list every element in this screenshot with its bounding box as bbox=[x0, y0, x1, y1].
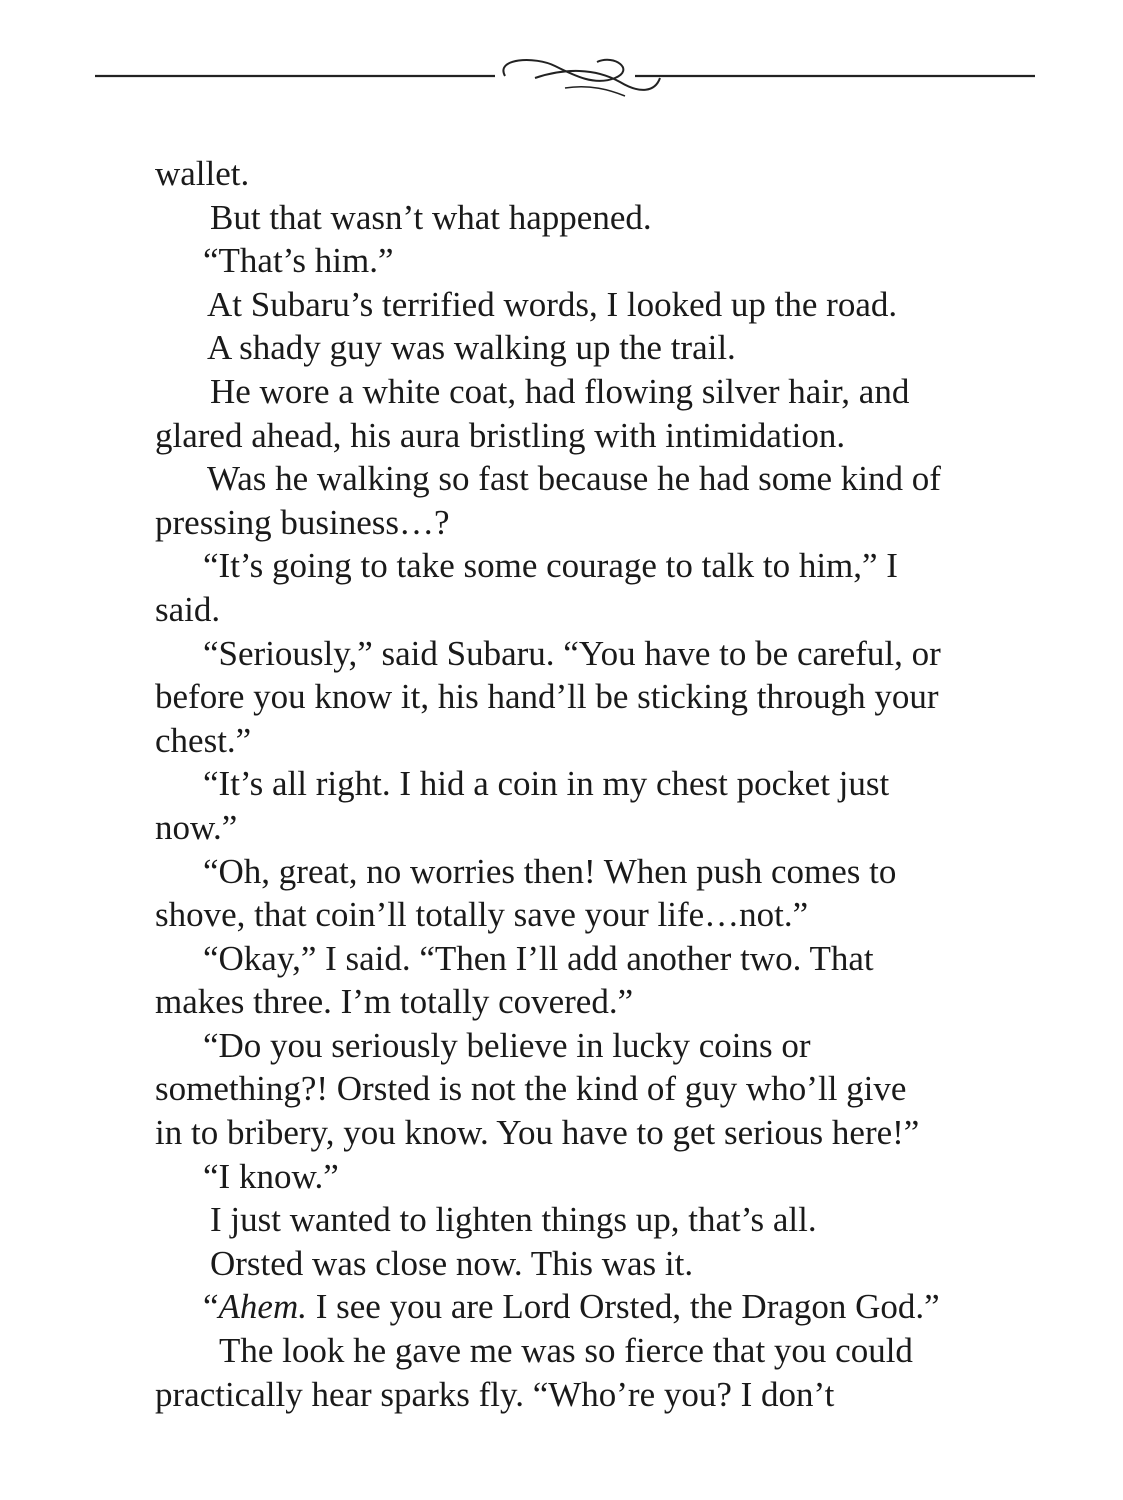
text-line: practically hear sparks fly. “Who’re you? I don’t bbox=[155, 1374, 835, 1414]
text-line: makes three. I’m totally covered.” bbox=[155, 982, 634, 1022]
text-line: “Do you seriously believe in lucky coins or bbox=[203, 1025, 811, 1065]
text-line: A shady guy was walking up the trail. bbox=[207, 328, 736, 368]
book-page-text bbox=[155, 152, 1005, 1416]
text-line: I just wanted to lighten things up, that’s all. bbox=[210, 1200, 817, 1240]
text-line: The look he gave me was so fierce that you could bbox=[219, 1331, 913, 1371]
text-line: “Oh, great, no worries then! When push comes to bbox=[203, 851, 897, 891]
text-fragment: I see you are Lord Orsted, the Dragon God.” bbox=[307, 1287, 940, 1327]
text-line: in to bribery, you know. You have to get serious here!” bbox=[155, 1113, 920, 1153]
text-line: “I know.” bbox=[203, 1156, 339, 1196]
text-line: “It’s going to take some courage to talk to him,” I bbox=[203, 546, 898, 586]
text-line: “Okay,” I said. “Then I’ll add another two. That bbox=[203, 938, 874, 978]
text-line: shove, that coin’ll totally save your life…not.” bbox=[155, 895, 809, 935]
text-line: something?! Orsted is not the kind of guy who’ll give bbox=[155, 1069, 907, 1109]
text-fragment: “ bbox=[203, 1287, 219, 1327]
text-line: “It’s all right. I hid a coin in my chest pocket just bbox=[203, 764, 890, 804]
italic-emphasis: Ahem. bbox=[218, 1287, 307, 1327]
text-line: said. bbox=[155, 589, 221, 629]
text-line: now.” bbox=[155, 807, 238, 847]
text-line: At Subaru’s terrified words, I looked up the road. bbox=[207, 284, 898, 324]
text-line: wallet. bbox=[155, 154, 250, 193]
text-line: “Seriously,” said Subaru. “You have to be careful, or bbox=[203, 633, 941, 673]
text-line: “That’s him.” bbox=[203, 241, 394, 281]
text-line: glared ahead, his aura bristling with intimidation. bbox=[155, 415, 846, 455]
text-line: Orsted was close now. This was it. bbox=[210, 1243, 694, 1283]
text-line-ahem bbox=[155, 1285, 1005, 1329]
text-line: before you know it, his hand’ll be sticking through your bbox=[155, 677, 939, 717]
header-flourish-ornament bbox=[95, 48, 1035, 108]
text-line: chest.” bbox=[155, 720, 252, 760]
text-line: He wore a white coat, had flowing silver hair, and bbox=[210, 371, 910, 411]
text-line: But that wasn’t what happened. bbox=[210, 197, 652, 237]
text-line: pressing business…? bbox=[155, 502, 450, 542]
text-line: Was he walking so fast because he had some kind of bbox=[207, 459, 941, 499]
